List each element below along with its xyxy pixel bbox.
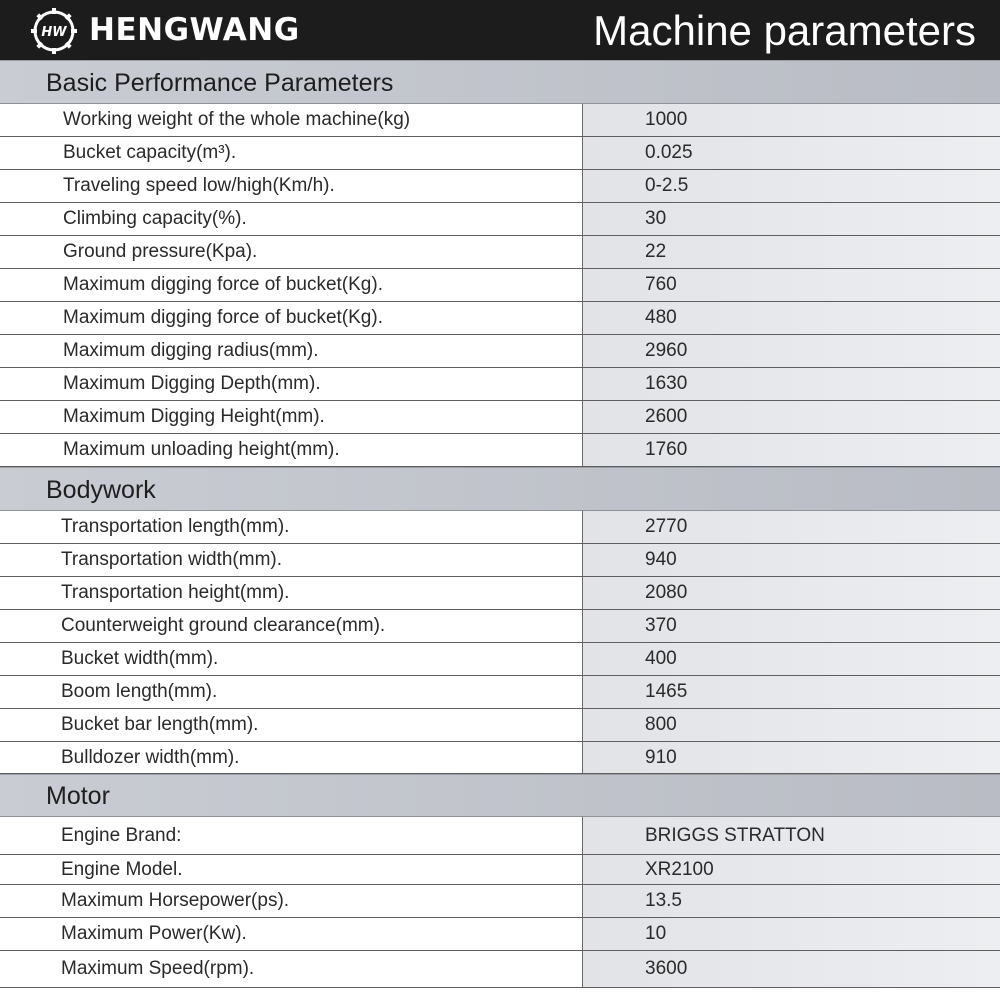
param-label-cell — [0, 434, 583, 466]
param-value: 30 — [645, 208, 667, 229]
param-label: Maximum Digging Depth(mm). — [63, 373, 321, 394]
param-value-cell — [583, 434, 1000, 466]
param-label: Maximum Digging Height(mm). — [63, 406, 325, 427]
param-label-cell — [0, 137, 583, 169]
table-row — [0, 544, 1000, 577]
table-row — [0, 104, 1000, 137]
param-value: 0-2.5 — [645, 175, 689, 196]
param-value-cell — [583, 643, 1000, 675]
param-label: Working weight of the whole machine(kg) — [63, 109, 411, 130]
param-label-cell — [0, 368, 583, 400]
param-label-cell — [0, 104, 583, 136]
section-title: Motor — [46, 782, 110, 810]
header-bar — [0, 0, 1000, 60]
param-value: 1465 — [645, 681, 688, 702]
param-label-cell — [0, 236, 583, 268]
section-title: Bodywork — [46, 476, 156, 504]
param-value: 1000 — [645, 109, 688, 130]
table-row — [0, 855, 1000, 885]
param-label: Ground pressure(Kpa). — [63, 241, 258, 262]
table-row — [0, 643, 1000, 676]
table-row — [0, 676, 1000, 709]
table-row — [0, 335, 1000, 368]
param-label-cell — [0, 511, 583, 543]
svg-text:HW: HW — [41, 25, 67, 40]
param-value-cell — [583, 709, 1000, 741]
param-label: Engine Model. — [61, 858, 183, 880]
table-row — [0, 918, 1000, 951]
param-label-cell — [0, 544, 583, 576]
param-label-cell — [0, 170, 583, 202]
param-value: 13.5 — [645, 890, 682, 911]
param-value-cell — [583, 170, 1000, 202]
table-row — [0, 302, 1000, 335]
param-value-cell — [583, 511, 1000, 543]
brand-name: HENGWANG — [89, 12, 300, 48]
param-label: Transportation width(mm). — [61, 549, 283, 570]
param-value-cell — [583, 368, 1000, 400]
page-title: Machine parameters — [593, 7, 976, 54]
param-label-cell — [0, 709, 583, 741]
table-row — [0, 236, 1000, 269]
param-label: Bucket width(mm). — [61, 648, 219, 669]
param-value-cell — [583, 302, 1000, 334]
param-label-cell — [0, 610, 583, 642]
table-row — [0, 269, 1000, 302]
param-label: Bulldozer width(mm). — [61, 746, 240, 768]
table-row — [0, 170, 1000, 203]
param-label-cell — [0, 855, 583, 884]
param-label-cell — [0, 269, 583, 301]
param-value-cell — [583, 855, 1000, 884]
param-label-cell — [0, 203, 583, 235]
param-label-cell — [0, 302, 583, 334]
param-value: 2600 — [645, 406, 688, 427]
param-label: Maximum Horsepower(ps). — [61, 890, 290, 911]
param-label: Counterweight ground clearance(mm). — [61, 615, 386, 636]
param-value: 800 — [645, 714, 677, 735]
table-row — [0, 511, 1000, 544]
param-value: 400 — [645, 648, 677, 669]
param-label: Maximum Speed(rpm). — [61, 958, 255, 979]
section-header-bodywork — [0, 467, 1000, 511]
param-value: 480 — [645, 307, 677, 328]
param-value-cell — [583, 951, 1000, 987]
param-value: 2960 — [645, 340, 688, 361]
param-value: 0.025 — [645, 142, 693, 163]
table-row — [0, 203, 1000, 236]
param-value-cell — [583, 676, 1000, 708]
param-label-cell — [0, 577, 583, 609]
param-value: 760 — [645, 274, 677, 295]
param-value: 1760 — [645, 439, 688, 460]
param-label: Maximum digging force of bucket(Kg). — [63, 274, 383, 295]
param-value: 940 — [645, 549, 677, 570]
table-row — [0, 434, 1000, 467]
param-value-cell — [583, 137, 1000, 169]
param-label: Boom length(mm). — [61, 681, 218, 702]
param-value-cell — [583, 885, 1000, 917]
param-label-cell — [0, 951, 583, 987]
param-label-cell — [0, 335, 583, 367]
param-label: Engine Brand: — [61, 824, 182, 846]
param-label-cell — [0, 643, 583, 675]
param-value-cell — [583, 104, 1000, 136]
param-label-cell — [0, 676, 583, 708]
table-row — [0, 368, 1000, 401]
hengwang-logo-icon — [31, 8, 77, 54]
param-label: Traveling speed low/high(Km/h). — [63, 175, 335, 196]
param-label: Maximum unloading height(mm). — [63, 439, 340, 460]
param-label: Maximum Power(Kw). — [61, 923, 247, 944]
section-header-basic-performance — [0, 60, 1000, 104]
table-row — [0, 885, 1000, 918]
param-label-cell — [0, 742, 583, 773]
param-value: XR2100 — [645, 858, 714, 880]
param-value: 22 — [645, 241, 667, 262]
table-row — [0, 709, 1000, 742]
param-value: 3600 — [645, 958, 688, 979]
param-value-cell — [583, 401, 1000, 433]
param-label-cell — [0, 817, 583, 854]
param-value: 910 — [645, 746, 677, 768]
table-row — [0, 610, 1000, 643]
table-row — [0, 577, 1000, 610]
param-value-cell — [583, 817, 1000, 854]
param-value-cell — [583, 742, 1000, 773]
param-value-cell — [583, 335, 1000, 367]
param-value: 2770 — [645, 516, 688, 537]
param-label: Climbing capacity(%). — [63, 208, 247, 229]
param-label: Transportation height(mm). — [61, 582, 290, 603]
param-label: Maximum digging radius(mm). — [63, 340, 319, 361]
param-value-cell — [583, 236, 1000, 268]
param-label-cell — [0, 918, 583, 950]
param-label: Bucket capacity(m³). — [63, 142, 237, 163]
param-label: Transportation length(mm). — [61, 516, 290, 537]
param-value: 2080 — [645, 582, 688, 603]
param-value-cell — [583, 544, 1000, 576]
param-value-cell — [583, 918, 1000, 950]
param-label: Bucket bar length(mm). — [61, 714, 259, 735]
table-row — [0, 817, 1000, 855]
param-value-cell — [583, 577, 1000, 609]
param-value-cell — [583, 203, 1000, 235]
table-row — [0, 401, 1000, 434]
param-value: 1630 — [645, 373, 688, 394]
table-row — [0, 137, 1000, 170]
section-header-motor — [0, 774, 1000, 817]
param-value: BRIGGS STRATTON — [645, 824, 825, 846]
param-label: Maximum digging force of bucket(Kg). — [63, 307, 383, 328]
section-title: Basic Performance Parameters — [46, 69, 394, 97]
param-value: 370 — [645, 615, 677, 636]
param-value: 10 — [645, 923, 667, 944]
param-value-cell — [583, 610, 1000, 642]
table-row — [0, 951, 1000, 988]
param-label-cell — [0, 401, 583, 433]
param-label-cell — [0, 885, 583, 917]
param-value-cell — [583, 269, 1000, 301]
table-row — [0, 742, 1000, 774]
